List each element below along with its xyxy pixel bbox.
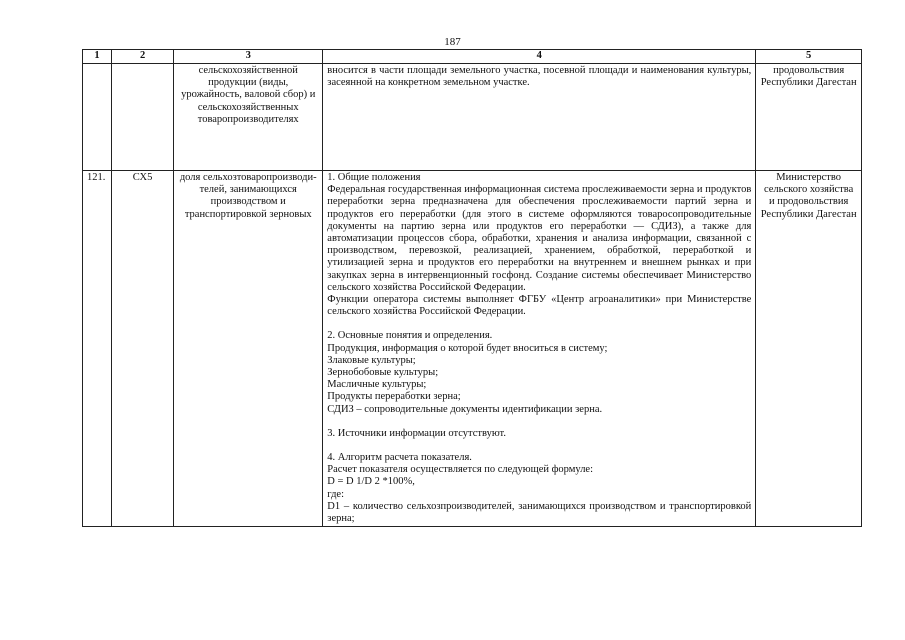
section-1-title: 1. Общие положения [327, 172, 421, 183]
header-col-2: 2 [112, 50, 174, 64]
header-col-3: 3 [174, 50, 323, 64]
row-code: СХ5 [112, 171, 174, 527]
section-2-line: СДИЗ – сопроводительные документы идентификации зерна. [327, 403, 603, 415]
section-2-line: Продукты переработки зерна; [327, 391, 461, 403]
row-responsible: Министерство сельского хозяйства и продовольствия Республики Дагестан [756, 171, 862, 527]
section-2-line: Злаковые культуры; [327, 354, 416, 366]
row-number: 121. [83, 171, 112, 527]
header-row [83, 50, 862, 64]
section-2-line: Зернобобовые культуры; [327, 367, 439, 379]
header-col-1: 1 [83, 50, 112, 64]
section-2-line: Масличные культуры; [327, 379, 427, 391]
header-col-4: 4 [323, 50, 756, 64]
header-col-5: 5 [756, 50, 862, 64]
row-method [323, 171, 756, 527]
section-4-title: 4. Алгоритм расчета показателя. [327, 452, 472, 464]
section-4-line: Расчет показателя осуществляется по следующей формуле: [327, 464, 594, 476]
definition-d1: D1 – количество сельхозпроизводителей, занимающихся производством и транспортировкой зерна; [327, 500, 752, 525]
section-1-paragraph-2: Функции оператора системы выполняет ФГБУ «Центр агроаналитики» при Министерстве сельского хозяйства Российской Федерации. [327, 294, 752, 318]
section-1-paragraph-1: Федеральная государственная информационная система прослеживаемости зерна и продуктов переработки зерна предназначена для обеспечения прослеживаемости партий зерна и продуктов его переработки (для этого в системе оформляются товаросопроводительные документы на партию зерна или продуктов его переработки — СДИЗ), а также для автоматизации процессов сбора, обработки, хранения и анализа информации, связанной с производством, перевозкой, реализацией, хранением, обработкой, переработкой и утилизацией зерна и продуктов его переработки на внутреннем и внешнем рынках и при закупках зерна в интервенционный госфонд. Создание системы обеспечивает Министерство сельского хозяйства Российской Федерации. [327, 184, 752, 293]
table-row-continued [83, 64, 862, 171]
section-3-title: 3. Источники информации отсутствуют. [327, 427, 506, 439]
row-indicator: сельскохозяйственной продукции (виды, урожайность, валовой сбор) и сельскохозяйственных товаропроизводителях [174, 64, 323, 171]
section-4-line: где: [327, 488, 345, 500]
formula: D = D 1/D 2 *100%, [327, 476, 415, 488]
row-number [83, 64, 112, 171]
row-code [112, 64, 174, 171]
row-indicator: доля сельхозтоваропроизводи-телей, занимающихся производством и транспортировкой зерновых [174, 171, 323, 527]
section-2-title: 2. Основные понятия и определения. [327, 330, 493, 342]
indicators-table [82, 49, 862, 527]
page-number: 187 [444, 36, 461, 48]
section-2-line: Продукция, информация о которой будет вноситься в систему; [327, 342, 608, 354]
row-responsible: продовольствия Республики Дагестан [756, 64, 862, 171]
row-method: вносится в части площади земельного участка, посевной площади и наименования культуры, засеянной на конкретном земельном участке. [323, 64, 756, 171]
table-row-121 [83, 171, 862, 527]
